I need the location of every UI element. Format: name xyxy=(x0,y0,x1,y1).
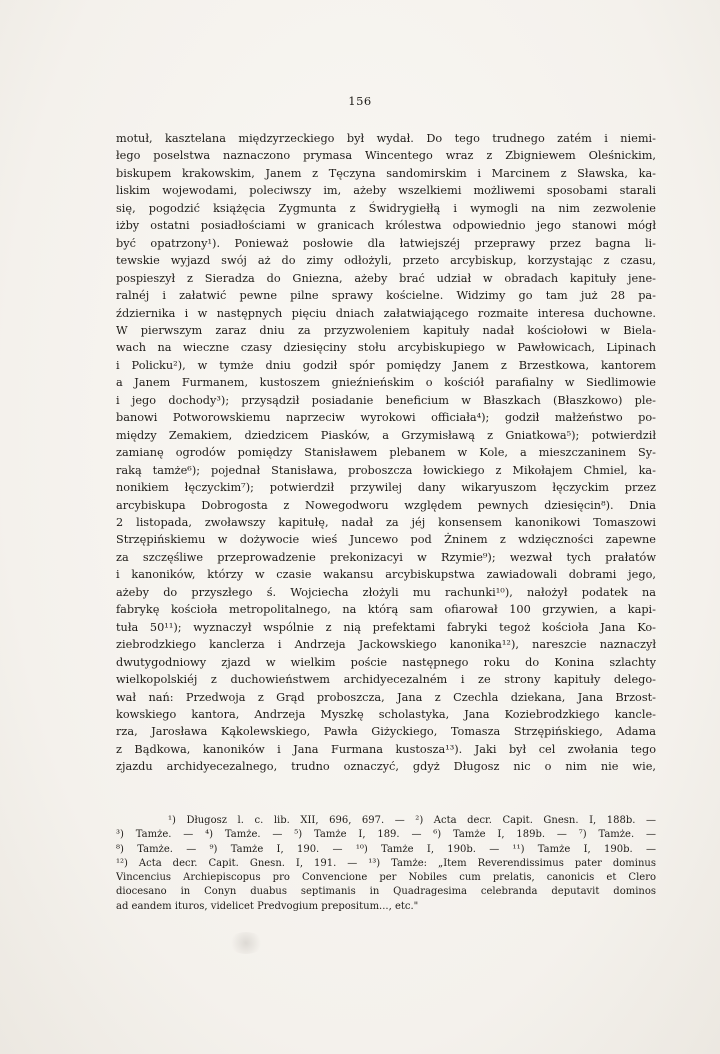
body-line: dwutygodniowy zjazd w wielkim poście następnego roku do Konina szlachty xyxy=(116,655,656,669)
body-line: ażeby do przyszłego ś. Wojciecha złożyli mu rachunki¹⁰), nałożył podatek na xyxy=(116,585,656,599)
body-line: być opatrzony¹). Ponieważ posłowie dla łatwiejszéj przeprawy przez bagna li- xyxy=(116,236,656,250)
paper-smudge xyxy=(228,932,264,954)
body-line: i jego dochody³); przysądził posiadanie beneficium w Błaszkach (Błaszkowo) ple- xyxy=(116,393,656,407)
body-line: banowi Potworowskiemu naprzeciw wyrokowi officiała⁴); godził małżeństwo po- xyxy=(116,411,656,425)
body-line: i kanoników, którzy w czasie wakansu arcybiskupstwa zawiadowali dobrami jego, xyxy=(116,568,656,582)
body-line: łego poselstwa naznaczono prymasa Wincentego wraz z Zbigniewem Oleśnickim, xyxy=(116,149,656,163)
body-line: pospieszył z Sieradza do Gniezna, ażeby brać udział w obradach kapituły jene- xyxy=(116,271,656,285)
body-text xyxy=(116,130,656,776)
body-line: ralnéj i załatwić pewne pilne sprawy kościelne. Widzimy go tam już 28 pa- xyxy=(116,289,656,303)
body-line: wał nań: Przedwoja z Grąd proboszcza, Jana z Czechla dziekana, Jana Brzost- xyxy=(116,690,656,704)
footnote-line: diocesano in Conyn duabus septimanis in Quadragesima celebranda deputavit dominos xyxy=(116,886,656,898)
body-line: tewskie wyjazd swój aż do zimy odłożyli, przeto arcybiskup, korzystając z czasu, xyxy=(116,254,656,268)
body-line: kowskiego kantora, Andrzeja Myszkę scholastyka, Jana Koziebrodzkiego kancle- xyxy=(116,707,656,721)
footnote-line: ³) Tamże. — ⁴) Tamże. — ⁵) Tamże I, 189. — ⁶) Tamże I, 189b. — ⁷) Tamże. — xyxy=(116,829,656,841)
body-line: Strzępińskiemu w dożywocie wieś Juncewo pod Żninem z wdzięczności zapewne xyxy=(116,533,656,547)
body-line: nonikiem łęczyckim⁷); potwierdził przywilej dany wikaryuszom łęczyckim przez xyxy=(116,481,656,495)
body-line: i Policku²), w tymże dniu godził spór pomiędzy Janem z Brzestkowa, kantorem xyxy=(116,358,656,372)
body-line: zamianę ogrodów pomiędzy Stanisławem plebanem w Kole, a mieszczaninem Sy- xyxy=(116,446,656,460)
footnote-line: ¹²) Acta decr. Capit. Gnesn. I, 191. — ¹³) Tamże: „Item Reverendissimus pater dominus xyxy=(116,857,656,869)
body-line: z Bądkowa, kanoników i Jana Furmana kustosza¹³). Jaki był cel zwołania tego xyxy=(116,742,656,756)
body-line: zjazdu archidyecezalnego, trudno oznaczyć, gdyż Długosz nic o nim nie wie, xyxy=(116,760,656,774)
body-line: arcybiskupa Dobrogosta z Nowegodworu względem pewnych dziesięcin⁸). Dnia xyxy=(116,498,656,512)
body-line: motuł, kasztelana międzyrzeckiego był wydał. Do tego trudnego zatém i niemi- xyxy=(116,132,656,145)
body-line: liskim wojewodami, poleciwszy im, ażeby wszelkiemi możliwemi sposobami starali xyxy=(116,184,656,198)
page-number: 156 xyxy=(348,94,372,108)
footnotes xyxy=(116,814,656,914)
footnote-line: Vincencius Archiepiscopus pro Convencione per Nobiles cum prelatis, canonicis et Clero xyxy=(116,872,656,884)
body-line: a Janem Furmanem, kustoszem gnieźnieńskim o kościół parafialny w Siedlimowie xyxy=(116,376,656,390)
body-line: iżby ostatni posiadłościami w granicach królestwa odpowiednio jego stanowi mógł xyxy=(116,219,656,233)
body-line: tuła 50¹¹); wyznaczył wspólnie z nią prefektami fabryki tegoż kościoła Jana Ko- xyxy=(116,620,656,634)
body-line: biskupem krakowskim, Janem z Tęczyna sandomirskim i Marcinem z Sławska, ka- xyxy=(116,166,656,180)
footnote-line: ¹) Długosz l. c. lib. XII, 696, 697. — ²) Acta decr. Capit. Gnesn. I, 188b. — xyxy=(168,815,656,826)
body-line: wach na wieczne czasy dziesięciny stołu arcybiskupiego w Pawłowicach, Lipinach xyxy=(116,341,656,355)
body-line: wielkopolskiéj z duchowieństwem archidyecezalném i ze strony kapituły delego- xyxy=(116,673,656,687)
body-line: raką tamże⁶); pojednał Stanisława, proboszcza łowickiego z Mikołajem Chmiel, ka- xyxy=(116,463,656,477)
body-line: W pierwszym zaraz dniu za przyzwoleniem kapituły nadał kościołowi w Biela- xyxy=(116,323,656,337)
body-line: się, pogodzić książęcia Zygmunta z Świdrygiełłą i wymogli na nim zezwolenie xyxy=(116,201,656,215)
body-line: ździernika i w następnych pięciu dniach załatwiającego rozmaite interesa duchowne. xyxy=(116,306,656,320)
body-line: ziebrodzkiego kanclerza i Andrzeja Jackowskiego kanonika¹²), nareszcie naznaczył xyxy=(116,638,656,652)
body-line: między Zemakiem, dziedzicem Piasków, a Grzymisławą z Gniatkowa⁵); potwierdził xyxy=(116,428,656,442)
body-line: fabrykę kościoła metropolitalnego, na którą sam ofiarował 100 grzywien, a kapi- xyxy=(116,603,656,617)
body-line: rza, Jarosława Kąkolewskiego, Pawła Giżyckiego, Tomasza Strzępińskiego, Adama xyxy=(116,725,656,739)
body-line: 2 listopada, zwoławszy kapitułę, nadał za jéj konsensem kanonikowi Tomaszowi xyxy=(116,515,656,529)
footnote-line: ⁸) Tamże. — ⁹) Tamże I, 190. — ¹⁰) Tamże I, 190b. — ¹¹) Tamże I, 190b. — xyxy=(116,843,656,855)
body-line: za szczęśliwe przeprowadzenie prekonizacyi w Rzymie⁹); wezwał tych prałatów xyxy=(116,550,656,564)
footnote-line: ad eandem ituros, videlicet Predvogium prepositum..., etc." xyxy=(116,900,419,912)
